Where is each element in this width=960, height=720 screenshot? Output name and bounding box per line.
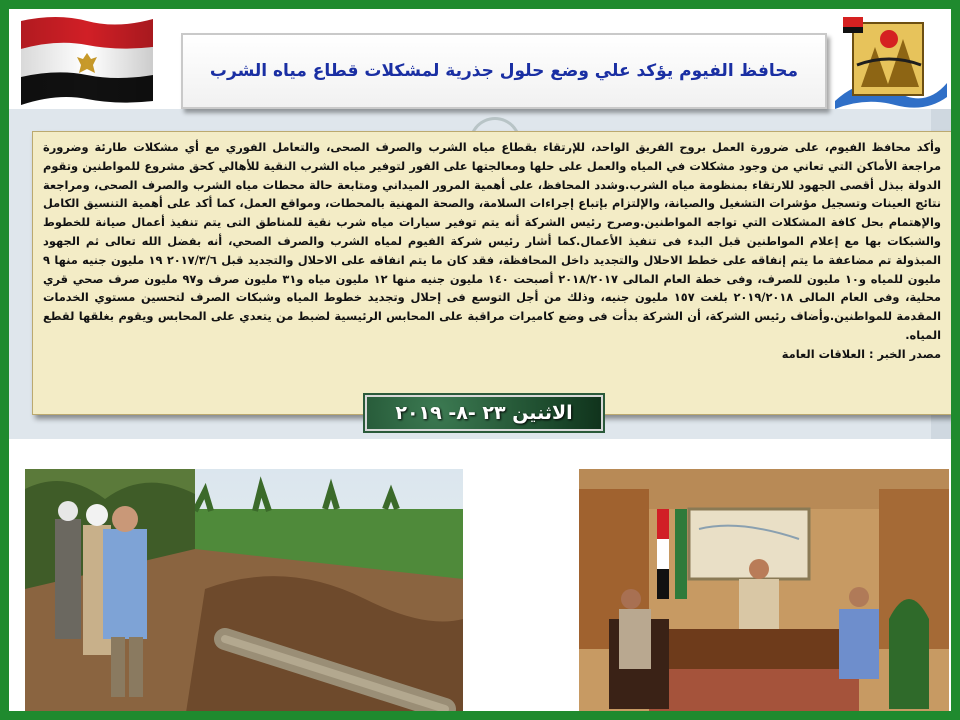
egypt-flag-icon xyxy=(17,11,157,107)
date-banner xyxy=(365,395,603,431)
fayoum-logo-icon xyxy=(835,13,947,113)
article-source: مصدر الخبر : العلاقات العامة xyxy=(781,346,941,361)
article-body: وأكد محافظ الفيوم، على ضرورة العمل بروح الفريق الواحد، للإرتقاء بقطاع مياه الشرب والصرف الصحى، والتعامل الفوري مع أي مشكلات طارئة وضرورة مراجعة الأماكن التي تعاني من وجود مشكلات في المياه والعمل على حلها ومعالجتها على الفور لتوفير مياه الشرب النقية للأهالي كحق مشروع للمواطنين وتقوم الدولة ببذل أقصى الجهود للارتقاء بمنظومة مياه الشرب.وشدد المحافظ، على أهمية المرور الميداني ومتابعة حالة محطات مياه الشرب والصرف الصحى، ومراجعة نتائج العينات وتسجيل مؤشرات التشغيل والصيانة، والإلتزام بإتباع إجراءات السلامة، والصحة المهنية بالمحطات، ومواقع العمل، كما أكد على أهمية التنسيق الكامل والإهتمام بحل كافة المشكلات التي تواجه المواطنين.وصرح رئيس الشركة أنه يتم توفير سيارات مياه شرب نقية للمناطق التى يتم تنفيذ أعمال صيانة للخطوط والشبكات بها مع إعلام المواطنين قبل البدء فى تنفيذ الأعمال.كما أشار رئيس شركة الفيوم لمياه الشرب والصرف الصحي، أنه بفضل الله تعالى ثم الجهود المبذولة تم مضاعفة ما يتم إنفاقه على خطط الاحلال والتجديد داخل المحافظة، فقد كان ما يتم انفاقه على الاحلال والتجديد قبل ٢٠١٧/٣/٦ ١٩ مليون جنيه منها ٩ مليون للمياه و١٠ مليون للصرف، وفى خطة العام المالى ٢٠١٨/٢٠١٧ أصبحت ١٤٠ مليون جنيه منها ١٢ مليون مياه و٣١ مليون صرف و٩٧ مليون صرف صحي قري محلية، وفى العام المالى ٢٠١٩/٢٠١٨ بلغت ١٥٧ مليون جنيه، وذلك من أجل التوسع فى إحلال وتجديد خطوط المياه وشبكات الصرف لتحسين مستوي الخدمات المقدمة للمواطنين.وأضاف رئيس الشركة، أن الشركة بدأت فى وضع كاميرات مراقبة على المحابس الرئيسية لضبط من يتعدي على المحابس ويقوم بغلقها لقطع المياه. xyxy=(43,140,942,342)
page-title: محافظ الفيوم يؤكد علي وضع حلول جذرية لمشكلات قطاع مياه الشرب xyxy=(209,61,799,81)
title-box xyxy=(181,33,827,109)
office-meeting-photo xyxy=(579,469,949,719)
date-text: الاثنين ٢٣ -٨- ٢٠١٩ xyxy=(395,402,573,424)
article-text-box xyxy=(32,131,952,415)
field-pipeline-photo xyxy=(25,469,463,719)
